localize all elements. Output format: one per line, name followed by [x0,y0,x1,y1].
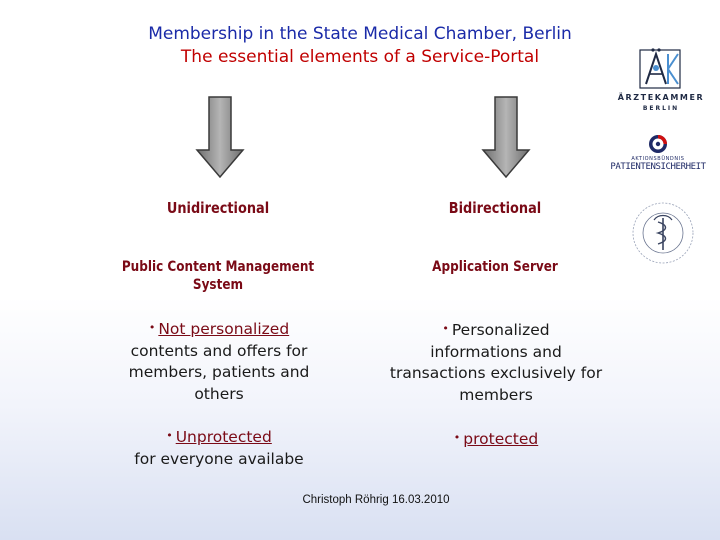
title-line-2: The essential elements of a Service-Portal [180,47,540,67]
protected-label: protected [463,430,539,448]
aerztekammer-line1: ÄRZTEKAMMER [617,93,705,102]
personalized-text: informations and transactions exclusively for members [389,342,603,404]
unprotected-label: Unprotected [175,428,272,446]
application-server-label: Application Server [432,259,558,275]
not-personalized-label: Not personalized [158,320,290,338]
public-cms-label: Public Content Management System [121,259,315,293]
personalized-label: Personalized [451,321,550,339]
down-arrow-left-icon [195,96,245,178]
bullet: • [166,429,173,442]
aerztekammer-line2: BERLIN [642,105,680,112]
unprotected-block [103,425,335,470]
bullet: • [453,431,461,444]
bundesaerztekammer-seal-icon [630,200,696,266]
bidirectional-heading: Bidirectional [448,199,542,217]
down-arrow-right-icon [481,96,531,178]
personalized-block [385,318,607,406]
patientensicherheit-line2: PATIENTENSICHERHEIT [610,162,706,172]
not-personalized-text: contents and offers for members, patients and others [128,341,310,403]
protected-block [385,427,607,451]
bullet: • [442,322,449,335]
aerztekammer-logo-text [614,92,708,114]
unprotected-text: for everyone availabe [134,449,304,468]
unidirectional-heading: Unidirectional [166,199,270,217]
bullet: • [148,321,156,334]
patientensicherheit-line1: AKTIONSBÜNDNIS [631,156,685,162]
title-line-1: Membership in the State Medical Chamber, Berlin [148,24,572,44]
footer-author-date: Christoph Röhrig 16.03.2010 [302,494,450,506]
not-personalized-block [103,317,335,405]
